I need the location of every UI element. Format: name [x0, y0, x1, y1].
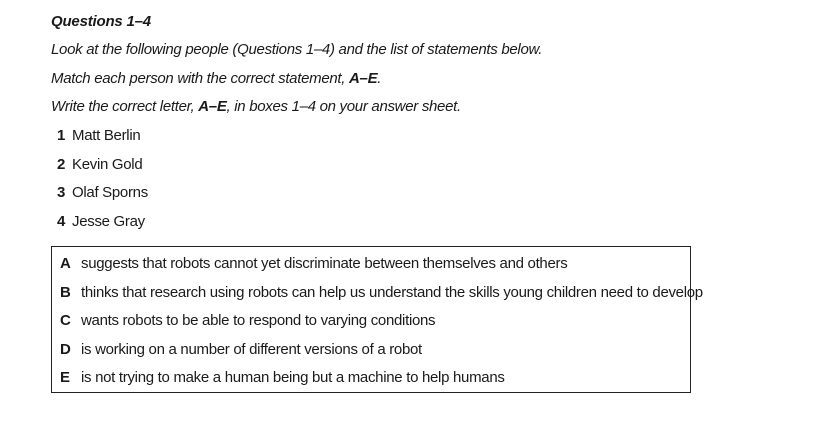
- instruction-text: .: [377, 70, 382, 87]
- question-number: 4: [57, 212, 66, 230]
- person-name: Matt Berlin: [72, 127, 141, 144]
- instruction-line-3: [51, 98, 461, 115]
- statement-letter: B: [60, 284, 71, 301]
- people-list: [57, 127, 148, 241]
- instruction-text: , in boxes 1–4 on your answer sheet.: [226, 98, 461, 115]
- section-heading: Questions 1–4: [51, 13, 151, 30]
- person-name: Kevin Gold: [72, 155, 143, 173]
- instruction-range: A–E: [198, 98, 227, 115]
- question-number: 2: [57, 155, 66, 173]
- question-number: 3: [57, 184, 66, 202]
- statement-letter: E: [60, 369, 70, 386]
- statement-text: thinks that research using robots can help us understand the skills young children need to develop: [81, 284, 703, 301]
- instruction-line-2: [51, 70, 381, 87]
- statement-item: [60, 284, 703, 301]
- instruction-text: Write the correct letter,: [51, 98, 199, 115]
- person-item: [57, 156, 148, 185]
- instruction-line-1: [51, 41, 542, 58]
- statement-text: suggests that robots cannot yet discriminate between themselves and others: [81, 255, 568, 272]
- person-name: Olaf Sporns: [72, 184, 148, 202]
- statement-item: [60, 369, 505, 386]
- instruction-range: A–E: [349, 70, 378, 87]
- statement-text: is working on a number of different versions of a robot: [81, 341, 422, 358]
- statements-box: [51, 246, 703, 393]
- statement-text: is not trying to make a human being but a machine to help humans: [81, 369, 505, 386]
- person-item: [57, 213, 148, 242]
- statement-letter: D: [60, 341, 71, 358]
- person-item: [57, 127, 148, 156]
- statement-item: [60, 312, 435, 329]
- statement-letter: A: [60, 255, 71, 272]
- instruction-text: Look at the following people (Questions 1–4) and the list of statements below.: [51, 41, 543, 58]
- question-number: 1: [57, 127, 66, 144]
- instruction-text: Match each person with the correct statement,: [51, 70, 350, 87]
- statement-letter: C: [60, 312, 71, 329]
- person-name: Jesse Gray: [72, 212, 145, 230]
- person-item: [57, 184, 148, 213]
- statement-item: [60, 341, 422, 358]
- statement-item: [60, 255, 567, 272]
- statement-text: wants robots to be able to respond to varying conditions: [81, 312, 436, 329]
